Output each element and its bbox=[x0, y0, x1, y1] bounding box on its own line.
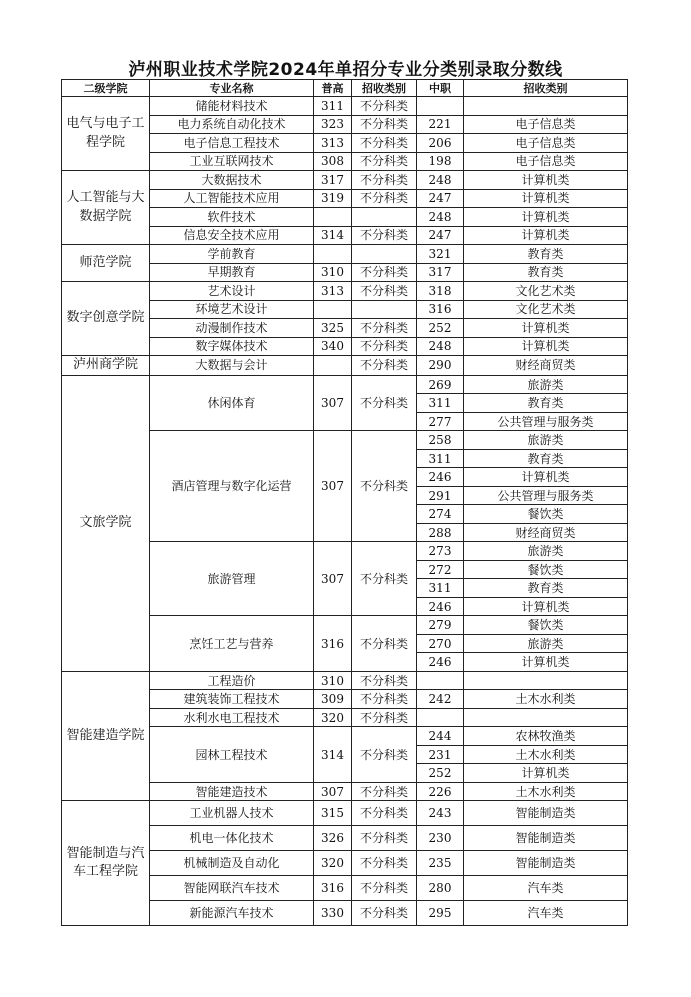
major-name-cell: 智能网联汽车技术 bbox=[150, 876, 314, 901]
vocational-category-cell: 电子信息类 bbox=[464, 134, 628, 153]
major-name-cell: 休闲体育 bbox=[150, 375, 314, 431]
vocational-score-cell: 247 bbox=[417, 189, 464, 208]
general-score-cell: 323 bbox=[314, 115, 352, 134]
major-name-cell: 电子信息工程技术 bbox=[150, 134, 314, 153]
vocational-score-cell: 230 bbox=[417, 826, 464, 851]
vocational-category-cell: 智能制造类 bbox=[464, 851, 628, 876]
table-row bbox=[62, 245, 628, 264]
major-name-cell: 动漫制作技术 bbox=[150, 319, 314, 338]
general-category-cell: 不分科类 bbox=[352, 431, 417, 542]
general-score-cell: 314 bbox=[314, 727, 352, 783]
table-row bbox=[62, 356, 628, 376]
vocational-category-cell: 旅游类 bbox=[464, 375, 628, 394]
vocational-score-cell: 231 bbox=[417, 745, 464, 764]
vocational-score-cell: 295 bbox=[417, 901, 464, 926]
general-category-cell bbox=[352, 300, 417, 319]
header-college: 二级学院 bbox=[62, 80, 150, 97]
general-score-cell: 325 bbox=[314, 319, 352, 338]
vocational-category-cell: 旅游类 bbox=[464, 634, 628, 653]
vocational-score-cell: 247 bbox=[417, 226, 464, 245]
general-score-cell: 315 bbox=[314, 801, 352, 826]
vocational-score-cell: 277 bbox=[417, 412, 464, 431]
page-title: 泸州职业技术学院2024年单招分专业分类别录取分数线 bbox=[128, 60, 563, 80]
vocational-category-cell: 公共管理与服务类 bbox=[464, 412, 628, 431]
general-category-cell: 不分科类 bbox=[352, 851, 417, 876]
vocational-category-cell: 餐饮类 bbox=[464, 616, 628, 635]
general-score-cell bbox=[314, 300, 352, 319]
general-category-cell: 不分科类 bbox=[352, 152, 417, 171]
college-cell: 人工智能与大数据学院 bbox=[62, 171, 150, 245]
major-name-cell: 数字媒体技术 bbox=[150, 337, 314, 356]
vocational-score-cell: 272 bbox=[417, 560, 464, 579]
college-cell: 数字创意学院 bbox=[62, 282, 150, 356]
general-score-cell: 320 bbox=[314, 708, 352, 727]
vocational-category-cell: 汽车类 bbox=[464, 876, 628, 901]
vocational-category-cell: 餐饮类 bbox=[464, 560, 628, 579]
vocational-score-cell: 206 bbox=[417, 134, 464, 153]
vocational-category-cell: 电子信息类 bbox=[464, 115, 628, 134]
vocational-category-cell: 计算机类 bbox=[464, 319, 628, 338]
vocational-score-cell: 244 bbox=[417, 727, 464, 746]
college-cell: 文旅学院 bbox=[62, 375, 150, 671]
vocational-score-cell: 274 bbox=[417, 505, 464, 524]
general-category-cell: 不分科类 bbox=[352, 782, 417, 801]
general-score-cell: 316 bbox=[314, 616, 352, 672]
vocational-category-cell bbox=[464, 97, 628, 116]
vocational-score-cell: 252 bbox=[417, 764, 464, 783]
general-category-cell: 不分科类 bbox=[352, 319, 417, 338]
major-name-cell: 电力系统自动化技术 bbox=[150, 115, 314, 134]
vocational-score-cell: 242 bbox=[417, 690, 464, 709]
college-cell: 电气与电子工程学院 bbox=[62, 97, 150, 171]
table-body bbox=[62, 97, 628, 926]
vocational-category-cell: 文化艺术类 bbox=[464, 282, 628, 301]
general-category-cell: 不分科类 bbox=[352, 826, 417, 851]
general-category-cell: 不分科类 bbox=[352, 616, 417, 672]
vocational-category-cell bbox=[464, 671, 628, 690]
vocational-score-cell: 226 bbox=[417, 782, 464, 801]
major-name-cell: 工程造价 bbox=[150, 671, 314, 690]
general-category-cell: 不分科类 bbox=[352, 690, 417, 709]
general-category-cell: 不分科类 bbox=[352, 189, 417, 208]
table-row bbox=[62, 97, 628, 116]
vocational-category-cell: 土木水利类 bbox=[464, 782, 628, 801]
general-category-cell: 不分科类 bbox=[352, 727, 417, 783]
general-category-cell: 不分科类 bbox=[352, 282, 417, 301]
college-cell: 智能建造学院 bbox=[62, 671, 150, 801]
major-name-cell: 工业互联网技术 bbox=[150, 152, 314, 171]
vocational-category-cell: 文化艺术类 bbox=[464, 300, 628, 319]
vocational-category-cell: 计算机类 bbox=[464, 597, 628, 616]
general-category-cell: 不分科类 bbox=[352, 356, 417, 376]
general-score-cell: 317 bbox=[314, 171, 352, 190]
general-score-cell bbox=[314, 356, 352, 376]
vocational-score-cell: 280 bbox=[417, 876, 464, 901]
header-vocational-score: 中职 bbox=[417, 80, 464, 97]
table-row bbox=[62, 375, 628, 394]
vocational-category-cell: 财经商贸类 bbox=[464, 523, 628, 542]
general-category-cell: 不分科类 bbox=[352, 801, 417, 826]
general-category-cell: 不分科类 bbox=[352, 375, 417, 431]
vocational-score-cell: 258 bbox=[417, 431, 464, 450]
vocational-category-cell: 土木水利类 bbox=[464, 690, 628, 709]
vocational-score-cell: 316 bbox=[417, 300, 464, 319]
table-row bbox=[62, 171, 628, 190]
vocational-category-cell: 智能制造类 bbox=[464, 826, 628, 851]
major-name-cell: 机械制造及自动化 bbox=[150, 851, 314, 876]
vocational-category-cell bbox=[464, 708, 628, 727]
vocational-score-cell: 311 bbox=[417, 579, 464, 598]
vocational-score-cell bbox=[417, 97, 464, 116]
major-name-cell: 酒店管理与数字化运营 bbox=[150, 431, 314, 542]
vocational-category-cell: 公共管理与服务类 bbox=[464, 486, 628, 505]
major-name-cell: 大数据技术 bbox=[150, 171, 314, 190]
header-vocational-category: 招收类别 bbox=[464, 80, 628, 97]
vocational-category-cell: 智能制造类 bbox=[464, 801, 628, 826]
general-score-cell: 313 bbox=[314, 134, 352, 153]
vocational-category-cell: 计算机类 bbox=[464, 764, 628, 783]
general-score-cell: 307 bbox=[314, 375, 352, 431]
vocational-score-cell: 269 bbox=[417, 375, 464, 394]
vocational-category-cell: 土木水利类 bbox=[464, 745, 628, 764]
vocational-score-cell: 273 bbox=[417, 542, 464, 561]
vocational-category-cell: 教育类 bbox=[464, 263, 628, 282]
major-name-cell: 储能材料技术 bbox=[150, 97, 314, 116]
general-category-cell: 不分科类 bbox=[352, 542, 417, 616]
vocational-score-cell: 243 bbox=[417, 801, 464, 826]
general-score-cell: 319 bbox=[314, 189, 352, 208]
general-score-cell: 310 bbox=[314, 263, 352, 282]
general-score-cell bbox=[314, 245, 352, 264]
vocational-category-cell: 旅游类 bbox=[464, 542, 628, 561]
vocational-category-cell: 计算机类 bbox=[464, 653, 628, 672]
vocational-category-cell: 计算机类 bbox=[464, 468, 628, 487]
table-row bbox=[62, 801, 628, 826]
major-name-cell: 水利水电工程技术 bbox=[150, 708, 314, 727]
general-category-cell: 不分科类 bbox=[352, 708, 417, 727]
general-score-cell bbox=[314, 208, 352, 227]
vocational-category-cell: 教育类 bbox=[464, 579, 628, 598]
general-score-cell: 307 bbox=[314, 431, 352, 542]
vocational-category-cell: 旅游类 bbox=[464, 431, 628, 450]
general-score-cell: 340 bbox=[314, 337, 352, 356]
vocational-score-cell: 235 bbox=[417, 851, 464, 876]
general-category-cell: 不分科类 bbox=[352, 171, 417, 190]
major-name-cell: 机电一体化技术 bbox=[150, 826, 314, 851]
major-name-cell: 工业机器人技术 bbox=[150, 801, 314, 826]
major-name-cell: 新能源汽车技术 bbox=[150, 901, 314, 926]
vocational-score-cell: 246 bbox=[417, 468, 464, 487]
major-name-cell: 智能建造技术 bbox=[150, 782, 314, 801]
major-name-cell: 大数据与会计 bbox=[150, 356, 314, 376]
general-score-cell: 314 bbox=[314, 226, 352, 245]
general-category-cell: 不分科类 bbox=[352, 876, 417, 901]
general-category-cell bbox=[352, 208, 417, 227]
vocational-category-cell: 计算机类 bbox=[464, 171, 628, 190]
major-name-cell: 信息安全技术应用 bbox=[150, 226, 314, 245]
major-name-cell: 软件技术 bbox=[150, 208, 314, 227]
vocational-score-cell: 291 bbox=[417, 486, 464, 505]
general-category-cell: 不分科类 bbox=[352, 134, 417, 153]
general-score-cell: 310 bbox=[314, 671, 352, 690]
vocational-category-cell: 计算机类 bbox=[464, 226, 628, 245]
general-category-cell: 不分科类 bbox=[352, 901, 417, 926]
vocational-score-cell: 290 bbox=[417, 356, 464, 376]
general-score-cell: 311 bbox=[314, 97, 352, 116]
table-row bbox=[62, 282, 628, 301]
major-name-cell: 烹饪工艺与营养 bbox=[150, 616, 314, 672]
vocational-category-cell: 教育类 bbox=[464, 449, 628, 468]
major-name-cell: 学前教育 bbox=[150, 245, 314, 264]
vocational-category-cell: 汽车类 bbox=[464, 901, 628, 926]
vocational-score-cell: 288 bbox=[417, 523, 464, 542]
vocational-score-cell: 248 bbox=[417, 171, 464, 190]
header-row bbox=[62, 80, 628, 97]
vocational-category-cell: 电子信息类 bbox=[464, 152, 628, 171]
table-row bbox=[62, 671, 628, 690]
vocational-score-cell: 198 bbox=[417, 152, 464, 171]
vocational-score-cell bbox=[417, 671, 464, 690]
vocational-score-cell: 246 bbox=[417, 597, 464, 616]
major-name-cell: 建筑装饰工程技术 bbox=[150, 690, 314, 709]
general-score-cell: 316 bbox=[314, 876, 352, 901]
vocational-score-cell: 321 bbox=[417, 245, 464, 264]
major-name-cell: 环境艺术设计 bbox=[150, 300, 314, 319]
major-name-cell: 早期教育 bbox=[150, 263, 314, 282]
admission-score-table bbox=[61, 79, 628, 926]
vocational-category-cell: 计算机类 bbox=[464, 208, 628, 227]
vocational-category-cell: 财经商贸类 bbox=[464, 356, 628, 376]
college-cell: 智能制造与汽车工程学院 bbox=[62, 801, 150, 926]
general-score-cell: 320 bbox=[314, 851, 352, 876]
vocational-category-cell: 餐饮类 bbox=[464, 505, 628, 524]
general-category-cell: 不分科类 bbox=[352, 337, 417, 356]
college-cell: 泸州商学院 bbox=[62, 356, 150, 376]
vocational-score-cell: 311 bbox=[417, 394, 464, 413]
vocational-score-cell: 279 bbox=[417, 616, 464, 635]
general-category-cell: 不分科类 bbox=[352, 263, 417, 282]
vocational-score-cell bbox=[417, 708, 464, 727]
major-name-cell: 园林工程技术 bbox=[150, 727, 314, 783]
header-general-score: 普高 bbox=[314, 80, 352, 97]
vocational-category-cell: 计算机类 bbox=[464, 337, 628, 356]
vocational-category-cell: 计算机类 bbox=[464, 189, 628, 208]
general-score-cell: 309 bbox=[314, 690, 352, 709]
vocational-score-cell: 252 bbox=[417, 319, 464, 338]
general-category-cell: 不分科类 bbox=[352, 97, 417, 116]
general-category-cell bbox=[352, 245, 417, 264]
general-score-cell: 326 bbox=[314, 826, 352, 851]
general-score-cell: 330 bbox=[314, 901, 352, 926]
vocational-score-cell: 221 bbox=[417, 115, 464, 134]
major-name-cell: 旅游管理 bbox=[150, 542, 314, 616]
vocational-score-cell: 248 bbox=[417, 208, 464, 227]
general-score-cell: 313 bbox=[314, 282, 352, 301]
vocational-score-cell: 318 bbox=[417, 282, 464, 301]
vocational-score-cell: 311 bbox=[417, 449, 464, 468]
vocational-category-cell: 教育类 bbox=[464, 394, 628, 413]
general-score-cell: 308 bbox=[314, 152, 352, 171]
general-category-cell: 不分科类 bbox=[352, 115, 417, 134]
vocational-score-cell: 270 bbox=[417, 634, 464, 653]
vocational-score-cell: 246 bbox=[417, 653, 464, 672]
general-category-cell: 不分科类 bbox=[352, 671, 417, 690]
general-category-cell: 不分科类 bbox=[352, 226, 417, 245]
vocational-score-cell: 248 bbox=[417, 337, 464, 356]
header-general-category: 招收类别 bbox=[352, 80, 417, 97]
major-name-cell: 艺术设计 bbox=[150, 282, 314, 301]
general-score-cell: 307 bbox=[314, 782, 352, 801]
major-name-cell: 人工智能技术应用 bbox=[150, 189, 314, 208]
header-major: 专业名称 bbox=[150, 80, 314, 97]
general-score-cell: 307 bbox=[314, 542, 352, 616]
vocational-category-cell: 教育类 bbox=[464, 245, 628, 264]
vocational-score-cell: 317 bbox=[417, 263, 464, 282]
vocational-category-cell: 农林牧渔类 bbox=[464, 727, 628, 746]
college-cell: 师范学院 bbox=[62, 245, 150, 282]
